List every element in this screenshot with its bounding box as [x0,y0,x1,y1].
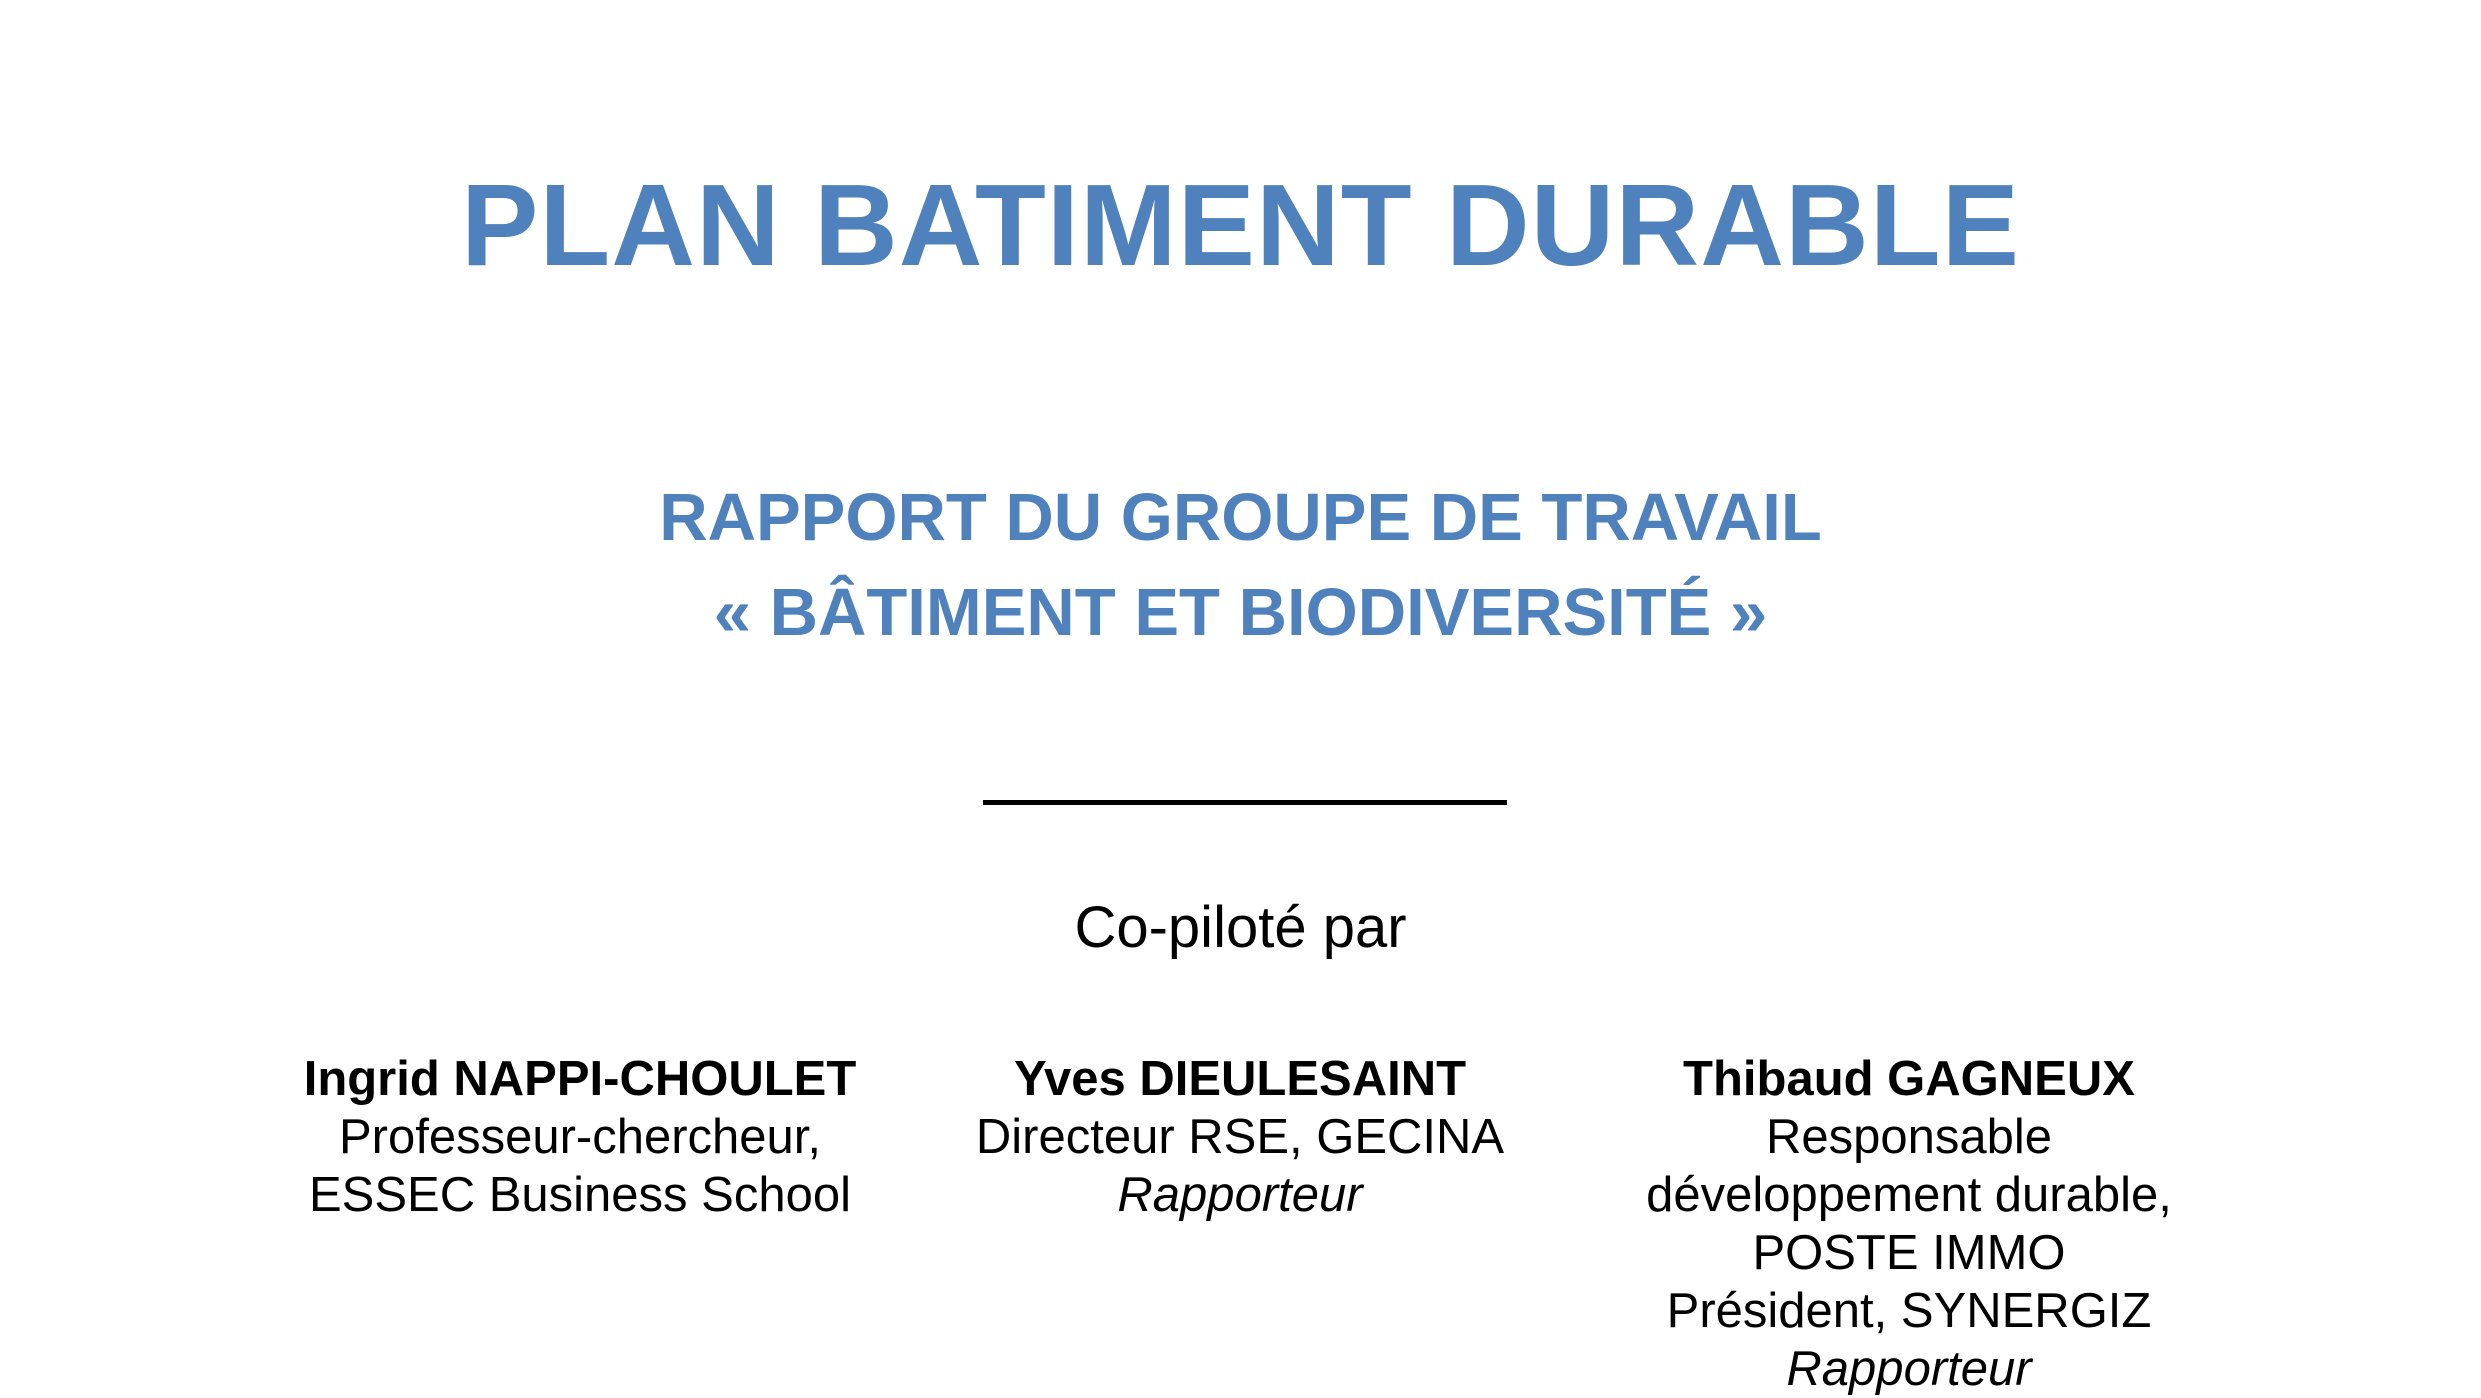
separator-rule [983,800,1507,805]
document-title: PLAN BATIMENT DURABLE [461,160,2020,290]
person-title-line: ESSEC Business School [309,1168,851,1222]
person-name: Thibaud GAGNEUX [1683,1052,2135,1106]
person-title-line: Directeur RSE, GECINA [975,1110,1505,1164]
person-title-line: Président, SYNERGIZ [1666,1284,2152,1338]
document-subtitle [0,470,2481,660]
subtitle-line-1: RAPPORT DU GROUPE DE TRAVAIL [659,480,1822,555]
person-dieulesaint [890,1050,1590,1224]
person-title-line: Professeur-chercheur, [338,1110,822,1164]
person-role: Rapporteur [1786,1342,2032,1396]
person-name: Ingrid NAPPI-CHOULET [303,1052,857,1106]
person-title-line: POSTE IMMO [1752,1226,2066,1280]
person-title-line: développement durable, [1646,1168,2172,1222]
subtitle-line-2: « BÂTIMENT ET BIODIVERSITÉ » [713,575,1768,650]
copilot-label: Co-piloté par [1074,895,1407,960]
person-name: Yves DIEULESAINT [1013,1052,1467,1106]
person-gagneux [1559,1050,2259,1398]
person-nappi-choulet [230,1050,930,1224]
person-role: Rapporteur [1117,1168,1363,1222]
person-title-line: Responsable [1765,1110,2053,1164]
